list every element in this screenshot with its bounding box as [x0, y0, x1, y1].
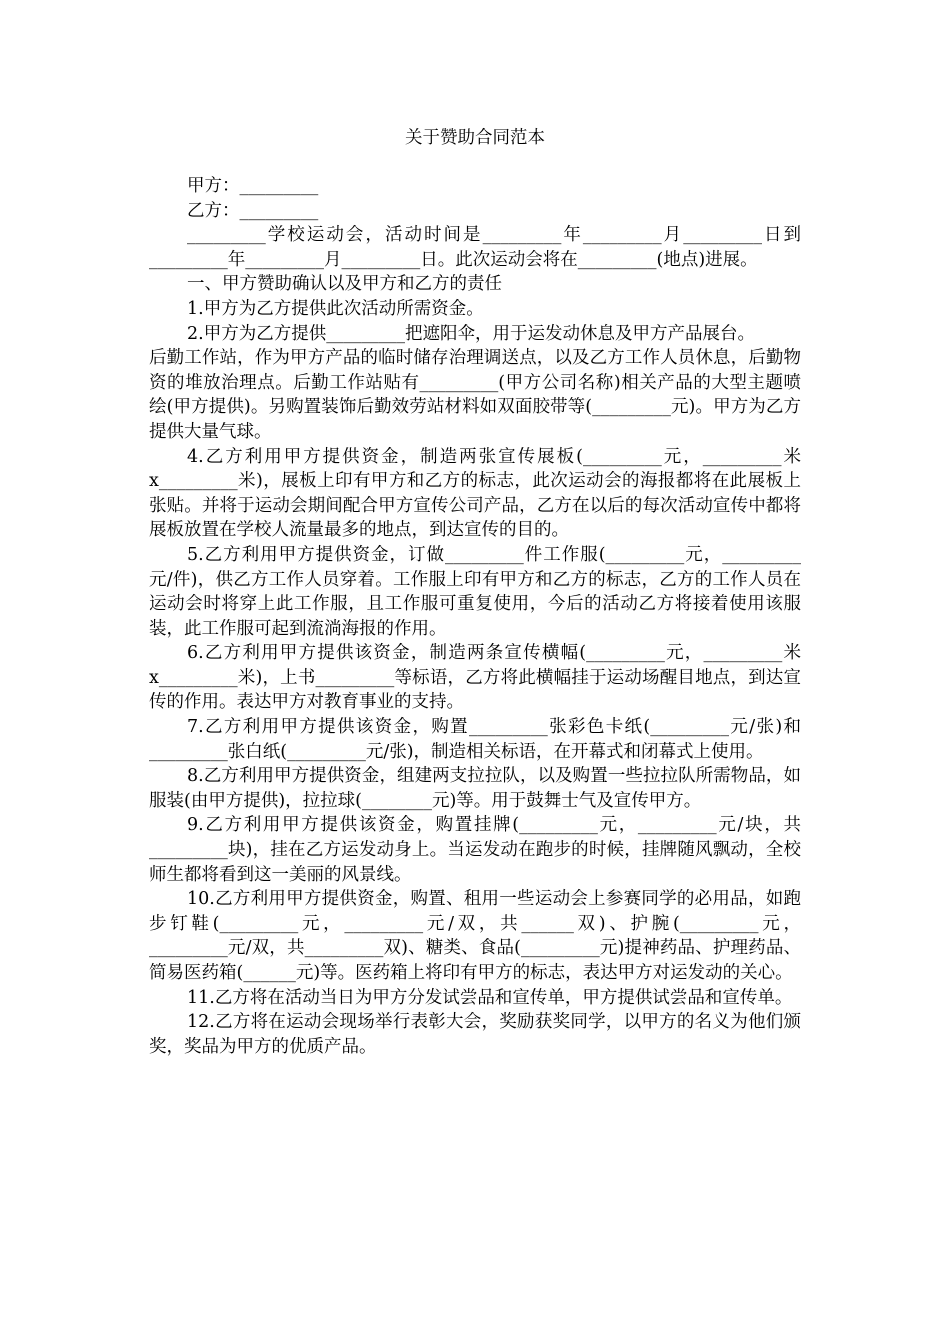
paragraph: 10.乙方利用甲方提供资金，购置、租用一些运动会上参赛同学的必用品，如跑步钉鞋(_________元，_________元/双，共______双)、护腕(_________元，_________元/双，共_________双)、糖类、食品(_________元)提神药品、护理药品、简易医药箱(______元)等。医药箱上将印有甲方的标志，表达甲方对运发动的关心。 [149, 889, 801, 983]
paragraph: 5.乙方利用甲方提供资金，订做_________件工作服(_________元，_________元/件)，供乙方工作人员穿着。工作服上印有甲方和乙方的标志，乙方的工作人员在运动会时将穿上此工作服，且工作服可重复使用，今后的活动乙方将接着使用该服装，此工作服可起到流淌海报的作用。 [149, 544, 801, 639]
paragraph: 4.乙方利用甲方提供资金，制造两张宣传展板(_________元，_________米x_________米)，展板上印有甲方和乙方的标志，此次运动会的海报都将在此展板上张贴。并将于运动会期间配合甲方宣传公司产品，乙方在以后的每次活动宣传中都将展板放置在学校人流量最多的地点，到达宣传的目的。 [149, 446, 801, 541]
document-body [149, 174, 801, 1059]
paragraph: 1.甲方为乙方提供此次活动所需资金。 [187, 298, 484, 319]
paragraph: 11.乙方将在活动当日为甲方分发试尝品和宣传单，甲方提供试尝品和宣传单。 [187, 987, 793, 1008]
paragraph: 7.乙方利用甲方提供该资金，购置_________张彩色卡纸(_________元/张)和_________张白纸(_________元/张)，制造相关标语，在开幕式和闭幕式上使用。 [149, 717, 801, 762]
paragraph: _________学校运动会，活动时间是_________年_________月_________日到_________年_________月_________日。此次运动会将在_________(地点)进展。 [149, 225, 801, 270]
document-title: 关于赞助合同范本 [405, 128, 545, 148]
paragraph: 8.乙方利用甲方提供资金，组建两支拉拉队，以及购置一些拉拉队所需物品，如服装(由甲方提供)，拉拉球(________元)等。用于鼓舞士气及宣传甲方。 [149, 766, 801, 811]
paragraph: 后勤工作站，作为甲方产品的临时储存治理调送点，以及乙方工作人员休息，后勤物资的堆放治理点。后勤工作站贴有_________(甲方公司名称)相关产品的大型主题喷绘(甲方提供)。另购置装饰后勤效劳站材料如双面胶带等(_________元)。甲方为乙方提供大量气球。 [149, 348, 801, 442]
paragraph: 甲方：_________ [187, 176, 319, 196]
paragraph: 乙方：_________ [187, 200, 319, 221]
paragraph: 2.甲方为乙方提供_________把遮阳伞，用于运发动休息及甲方产品展台。 [187, 323, 755, 344]
paragraph: 12.乙方将在运动会现场举行表彰大会，奖励获奖同学，以甲方的名义为他们颁奖，奖品为甲方的优质产品。 [149, 1012, 801, 1057]
paragraph: 一、甲方赞助确认以及甲方和乙方的责任 [187, 274, 502, 295]
paragraph: 6.乙方利用甲方提供该资金，制造两条宣传横幅(_________元，_________米x_________米)，上书_________等标语，乙方将此横幅挂于运动场醒目地点，到达宣传的作用。表达甲方对教育事业的支持。 [149, 643, 801, 713]
paragraph: 9.乙方利用甲方提供该资金，购置挂牌(_________元，_________元/块，共_________块)，挂在乙方运发动身上。当运发动在跑步的时候，挂牌随风飘动，全校师生都将看到这一美丽的风景线。 [149, 815, 801, 885]
